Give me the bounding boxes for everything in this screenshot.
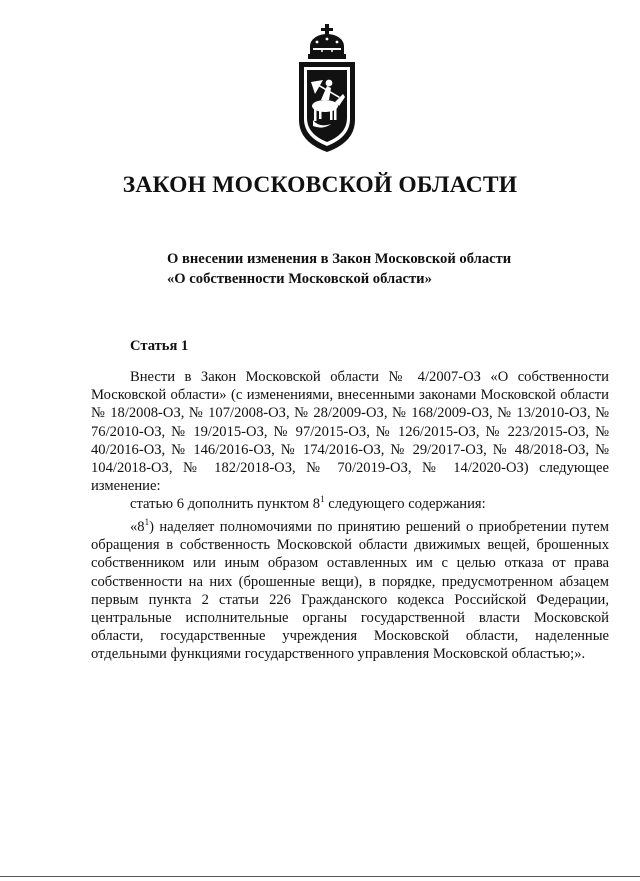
document-title: ЗАКОН МОСКОВСКОЙ ОБЛАСТИ bbox=[122, 172, 518, 198]
paragraph-point-number: 8 bbox=[312, 496, 321, 512]
law-subtitle bbox=[167, 249, 587, 289]
quote-body: ) наделяет полномочиями по принятию решений о приобретении путем обращения в собственность Московской области движимых вещей, брошенных собственником или иным образом оставленных им с целью отказа от права собственности на них (брошенные вещи), в порядке, предусмотренном абзацем первым пункта 2 статьи 226 Гражданского кодекса Российской Федерации, центральные исполнительные органы государственной власти Московской области, государственные учреждения Московской области, наделенные отдельными функциями государственного управления Московской областью;». bbox=[91, 519, 609, 663]
moscow-oblast-coat-of-arms-emblem bbox=[283, 20, 371, 156]
page-bottom-line bbox=[0, 876, 640, 877]
article-paragraph-1 bbox=[91, 368, 609, 495]
paragraph-text-after-sup: следующего содержания: bbox=[324, 496, 486, 512]
article-paragraph-3 bbox=[91, 518, 609, 664]
paragraph-text bbox=[91, 495, 609, 513]
superscript-1: 1 bbox=[320, 494, 325, 504]
subtitle-line-1: О внесении изменения в Закон Московской области bbox=[167, 251, 512, 267]
subtitle-line-2: «О собственности Московской области» bbox=[167, 271, 432, 287]
article-heading: Статья 1 bbox=[130, 338, 189, 354]
article-paragraph-2 bbox=[91, 495, 609, 513]
paragraph-text: Внести в Закон Московской области № 4/2007-ОЗ «О собственности Московской области» (с изменениями, внесенными законами Московской области № 18/2008-ОЗ, № 107/2008-ОЗ, № 28/2009-ОЗ, № 168/2009-ОЗ, № 13/2010-ОЗ, № 76/2010-ОЗ, № 19/2015-ОЗ, № 97/2015-ОЗ, № 126/2015-ОЗ, № 223/2015-ОЗ, № 40/2016-ОЗ, № 146/2016-ОЗ, № 174/2016-ОЗ, № 29/2017-ОЗ, № 48/2018-ОЗ, № 104/2018-ОЗ, № 182/2018-ОЗ, № 70/2019-ОЗ, № 14/2020-ОЗ) следующее изменение: bbox=[91, 369, 609, 495]
paragraph-text bbox=[91, 518, 609, 664]
quote-open: «8 bbox=[130, 519, 145, 535]
superscript-1: 1 bbox=[144, 517, 150, 527]
paragraph-text-before-sup: статью 6 дополнить пунктом bbox=[130, 496, 313, 512]
